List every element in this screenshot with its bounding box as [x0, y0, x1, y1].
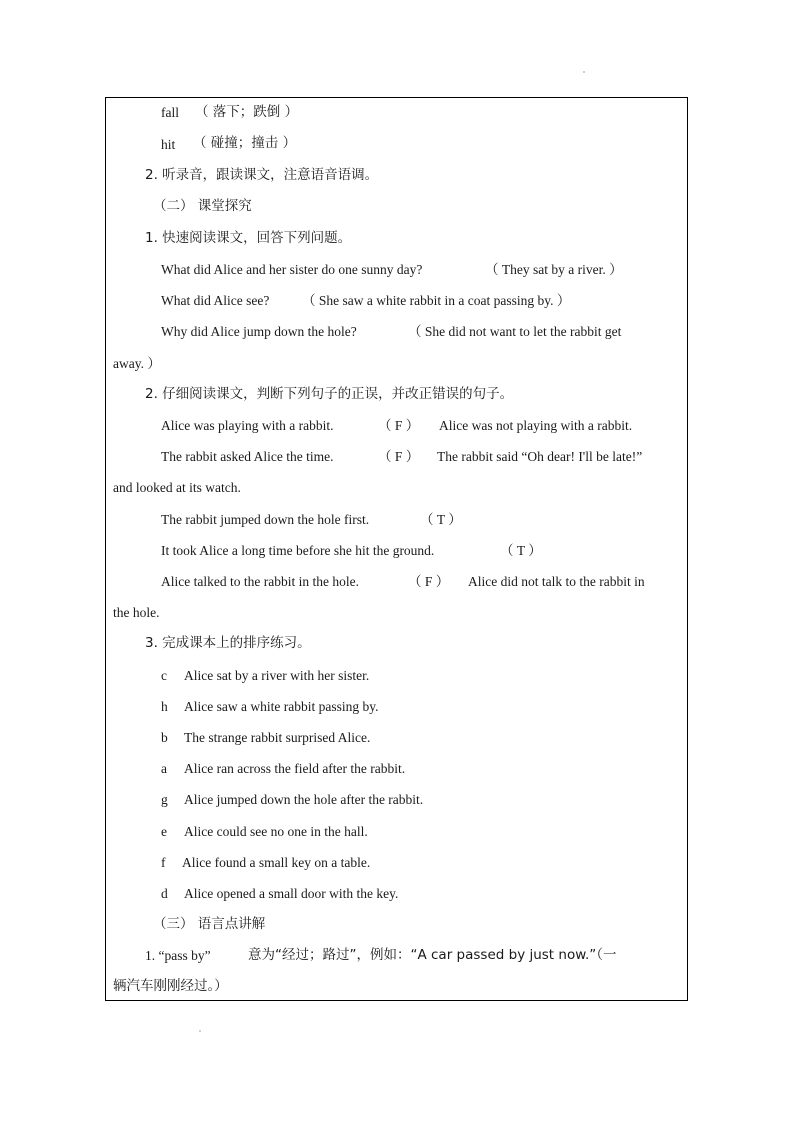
vocab-word: fall: [161, 105, 179, 120]
order-letter: f: [161, 855, 166, 870]
correction-text: Alice was not playing with a rabbit.: [439, 418, 633, 433]
correction-text: The rabbit said “Oh dear! I'll be late!”: [437, 449, 643, 464]
order-sentence: Alice jumped down the hole after the rabbit.: [184, 792, 424, 807]
page-mark: [199, 1030, 201, 1032]
statement-text: Alice was playing with a rabbit.: [161, 418, 334, 433]
order-sentence: Alice sat by a river with her sister.: [184, 668, 370, 683]
page-mark: [583, 71, 585, 73]
order-sentence: Alice opened a small door with the key.: [184, 886, 399, 901]
language-point-term: 1. “pass by”: [145, 948, 211, 963]
correction-continuation: the hole.: [113, 605, 160, 620]
vocab-meaning: （ 落下；跌倒 ）: [195, 104, 299, 120]
correction-text: Alice did not talk to the rabbit in: [468, 574, 645, 589]
order-sentence: Alice could see no one in the hall.: [184, 824, 368, 839]
answer-text: （ They sat by a river. ）: [485, 262, 623, 277]
order-sentence: Alice found a small key on a table.: [182, 855, 371, 870]
language-point-explanation: 意为“经过；路过”，例如：“A car passed by just now.”（一: [248, 947, 617, 963]
order-letter: a: [161, 761, 167, 776]
statement-text: The rabbit jumped down the hole first.: [161, 512, 370, 527]
statement-text: The rabbit asked Alice the time.: [161, 449, 334, 464]
vocab-word: hit: [161, 137, 176, 152]
order-letter: b: [161, 730, 168, 745]
language-point-continuation: 辆汽车刚刚经过。）: [113, 978, 228, 994]
order-letter: h: [161, 699, 168, 714]
question-text: Why did Alice jump down the hole?: [161, 324, 357, 339]
true-false-mark: （ F ）: [408, 574, 450, 589]
order-letter: e: [161, 824, 167, 839]
true-false-mark: （ T ）: [420, 512, 462, 527]
true-false-mark: （ F ）: [378, 449, 420, 464]
order-letter: d: [161, 886, 168, 901]
answer-text: （ She did not want to let the rabbit get: [408, 324, 622, 339]
statement-text: Alice talked to the rabbit in the hole.: [161, 574, 359, 589]
exercise-title: 3. 完成课本上的排序练习。: [145, 635, 311, 651]
question-text: What did Alice see?: [161, 293, 270, 308]
exercise-title: 1. 快速阅读课文，回答下列问题。: [145, 230, 352, 246]
order-sentence: Alice ran across the field after the rabbit.: [184, 761, 406, 776]
answer-text: （ She saw a white rabbit in a coat passing by. ）: [302, 293, 571, 308]
section-heading: （二） 课堂探究: [153, 198, 252, 214]
order-sentence: The strange rabbit surprised Alice.: [184, 730, 371, 745]
order-sentence: Alice saw a white rabbit passing by.: [184, 699, 379, 714]
vocab-meaning: （ 碰撞；撞击 ）: [193, 135, 297, 151]
statement-text: It took Alice a long time before she hit the ground.: [161, 543, 435, 558]
exercise-title: 2. 仔细阅读课文，判断下列句子的正误，并改正错误的句子。: [145, 386, 514, 402]
section-heading: （三） 语言点讲解: [153, 916, 266, 932]
correction-continuation: and looked at its watch.: [113, 480, 241, 495]
answer-continuation: away. ）: [113, 356, 161, 371]
question-text: What did Alice and her sister do one sunny day?: [161, 262, 423, 277]
step-instruction: 2. 听录音，跟读课文，注意语音语调。: [145, 167, 379, 183]
true-false-mark: （ F ）: [378, 418, 420, 433]
order-letter: c: [161, 668, 167, 683]
order-letter: g: [161, 792, 168, 807]
true-false-mark: （ T ）: [500, 543, 542, 558]
